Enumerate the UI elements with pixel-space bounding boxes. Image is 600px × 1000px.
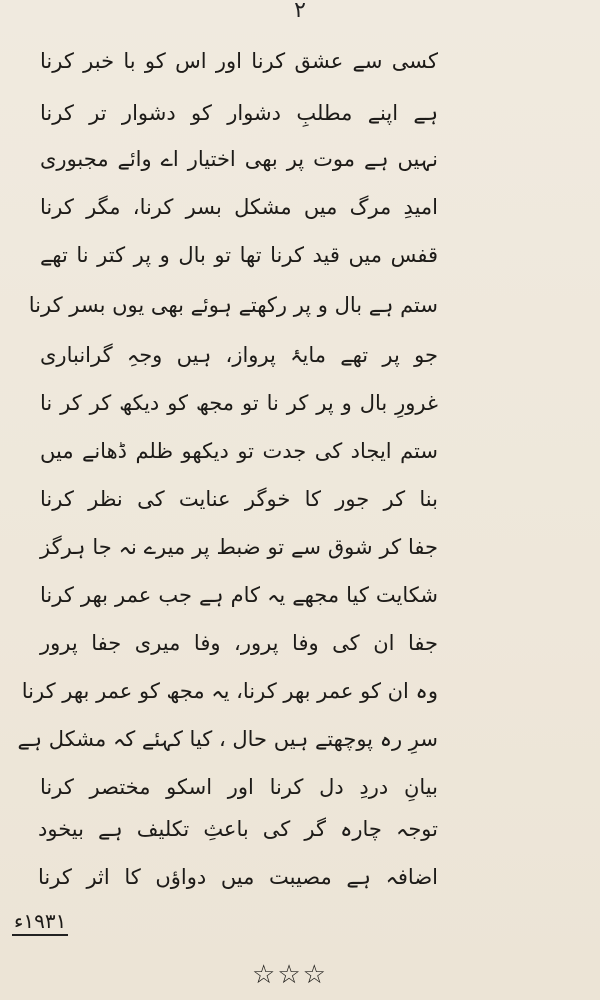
verse-line-2: ہے اپنے مطلبِ دشوار کو دشوار تر کرنا: [40, 101, 438, 125]
page-number: ٢: [294, 0, 306, 23]
verse-line-13: جفا ان کی وفا پرور، وفا میری جفا پرور: [40, 631, 438, 655]
verse-line-8: غرورِ بال و پر کر نا تو مجھ کو دیکھ کر کر نا: [40, 391, 438, 415]
verse-line-12: شکایت کیا مجھے یہ کام ہے جب عمر بھر کرنا: [40, 583, 438, 607]
verse-line-3: نہیں ہے موت پر بھی اختیار اے وائے مجبوری: [40, 147, 438, 171]
verse-line-6: ستم ہے بال و پر رکھتے ہوئے بھی یوں بسر کرنا: [28, 293, 438, 317]
year-signature: ۱۹۳۱ء: [12, 908, 68, 936]
verse-line-7: جو پر تھے مایۂ پرواز، ہیں وجہِ گرانباری: [40, 343, 438, 367]
stars-ornament: ☆☆☆: [252, 960, 328, 990]
verse-line-15: سرِ رہ پوچھتے ہیں حال ، کیا کہئے کہ مشکل ہے: [17, 727, 438, 751]
verse-line-11: جفا کر شوق سے تو ضبط پر میرے نہ جا ہرگز: [40, 535, 438, 559]
verse-line-18: اضافہ ہے مصیبت میں دواؤں کا اثر کرنا: [38, 865, 438, 889]
verse-line-10: بنا کر جور کا خوگر عنایت کی نظر کرنا: [40, 487, 438, 511]
verse-line-14: وہ ان کو عمر بھر کرنا، یہ مجھ کو عمر بھر کرنا: [21, 679, 438, 703]
verse-line-17: توجہ چارہ گر کی باعثِ تکلیف ہے بیخود: [38, 817, 438, 841]
verse-line-4: امیدِ مرگ میں مشکل بسر کرنا، مگر کرنا: [40, 195, 438, 219]
verse-line-5: قفس میں قید کرنا تھا تو بال و پر کتر نا تھے: [40, 243, 438, 267]
verse-line-1: کسی سے عشق کرنا اور اس کو با خبر کرنا: [40, 49, 438, 73]
verse-line-16: بیانِ دردِ دل کرنا اور اسکو مختصر کرنا: [40, 775, 438, 799]
verse-line-9: ستم ایجاد کی جدت تو دیکھو ظلم ڈھانے میں: [40, 439, 438, 463]
